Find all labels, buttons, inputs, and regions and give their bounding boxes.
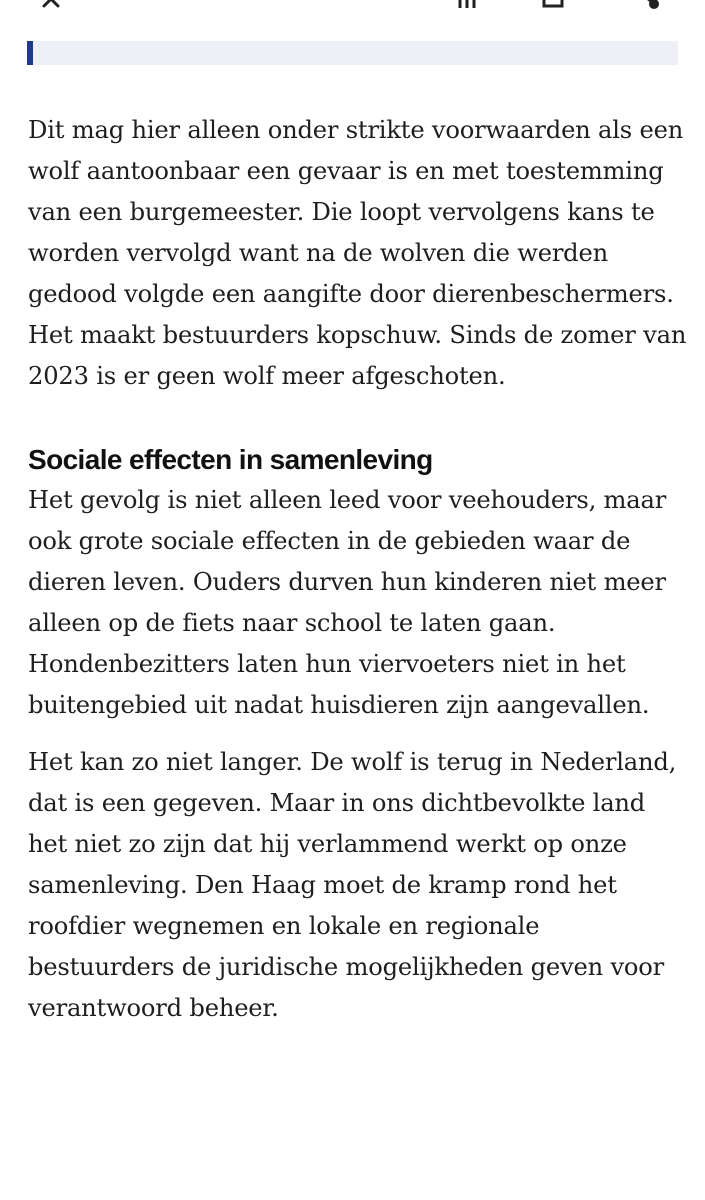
section-heading: Sociale effecten in samenleving — [28, 444, 433, 475]
close-icon[interactable] — [38, 0, 64, 10]
quote-block — [27, 41, 678, 65]
share-icon[interactable] — [638, 0, 664, 10]
article-body — [28, 110, 688, 1029]
quote-accent-bar — [27, 41, 33, 65]
top-toolbar — [0, 0, 705, 14]
accessibility-icon[interactable] — [540, 0, 566, 10]
bookmark-icon[interactable] — [455, 0, 481, 10]
article-paragraph: Het kan zo niet langer. De wolf is terug in Nederland, dat is een gegeven. Maar in ons dichtbevolkte land het niet zo zijn dat hij verlammend werkt op onze samenleving. Den Haag moet de kramp rond het roofdier wegnemen en lokale en regionale bestuurders de juridische mogelijkheden geven voor verantwoord beheer. — [28, 748, 677, 1022]
article-paragraph: Het gevolg is niet alleen leed voor veehouders, maar ook grote sociale effecten in de gebieden waar de dieren leven. Ouders durven hun kinderen niet meer alleen op de fiets naar school te laten gaan. Hondenbezitters laten hun viervoeters niet in het buitengebied uit nadat huisdieren zijn aangevallen. — [28, 486, 667, 719]
article-paragraph: Dit mag hier alleen onder strikte voorwaarden als een wolf aantoonbaar een gevaar is en met toestemming van een burgemeester. Die loopt vervolgens kans te worden vervolgd want na de wolven die werden gedood volgde een aangifte door dierenbeschermers. Het maakt bestuurders kopschuw. Sinds de zomer van 2023 is er geen wolf meer afgeschoten. — [28, 116, 687, 390]
